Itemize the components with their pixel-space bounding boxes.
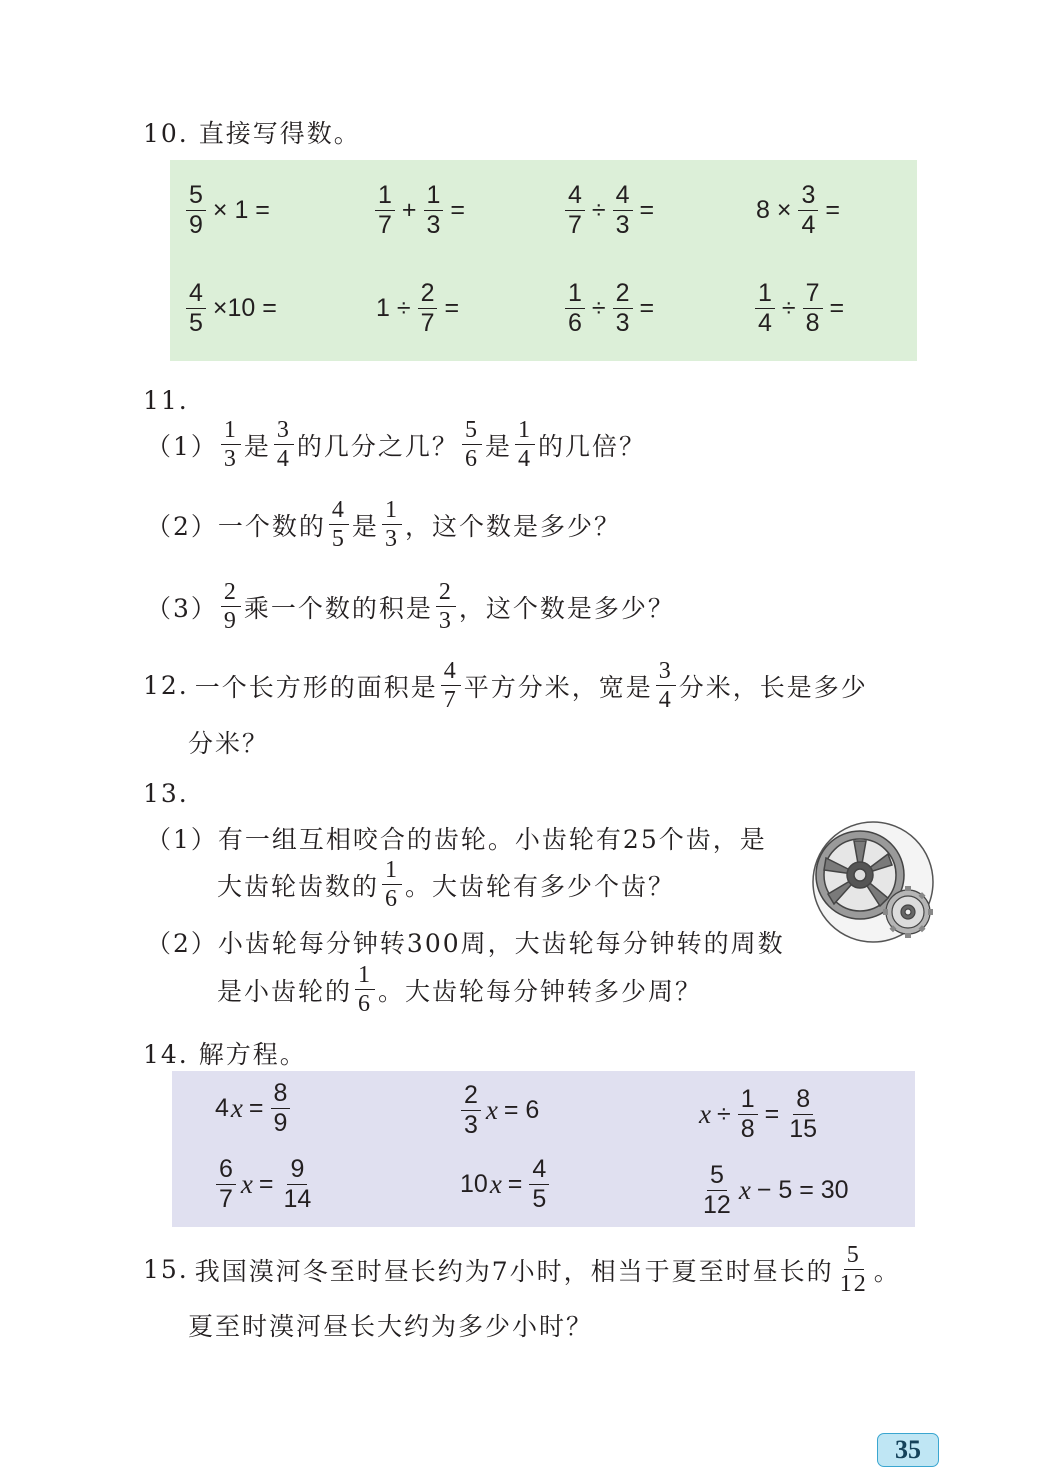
q14-eq4: $\frac{6}{7}$ x = $\frac{9}{14}$ (213, 1157, 317, 1212)
q13-part1-line1: （1）有一组互相咬合的齿轮。小齿轮有25个齿，是 (146, 825, 767, 854)
q10-title: 10. 直接写得数。 (143, 119, 361, 148)
q10-r1-b: $\frac{1}{7}$ + $\frac{1}{3}$ = (372, 183, 469, 238)
q10-r1-a: $\frac{5}{9}$ × 1 = (183, 183, 274, 238)
q11-title: 11. (143, 386, 189, 415)
q14-eq1: 4 x = $\frac{8}{9}$ (215, 1081, 293, 1136)
q14-eq2: $\frac{2}{3}$ x = 6 (458, 1083, 543, 1138)
q13-part2-line2: 是小齿轮的 $\frac{1}{6}$ 。大齿轮每分钟转多少周？ (217, 962, 703, 1017)
q12-line2: 分米？ (188, 729, 270, 758)
q11-part3: （3） $\frac{2}{9}$ 乘一个数的积是 $\frac{2}{3}$ ，这个数是多少？ (146, 579, 675, 634)
q15-line2: 夏至时漠河昼长大约为多少小时？ (188, 1312, 594, 1341)
q11-part1: （1） $\frac{1}{3}$ 是 $\frac{3}{4}$ 的几分之几？ $\frac{5}{6}$ 是 $\frac{1}{4}$ 的几倍？ (146, 417, 646, 472)
q14-eq3: x ÷ $\frac{1}{8}$ = $\frac{8}{15}$ (699, 1085, 818, 1143)
q10-r2-b: 1 ÷ $\frac{2}{7}$ = (376, 279, 460, 337)
q10-r1-d: 8 × $\frac{3}{4}$ = (756, 181, 840, 239)
q14-eq6: $\frac{5}{12}$ x − 5 = 30 (703, 1161, 849, 1219)
q11-part2: （2） 一个数的 $\frac{4}{5}$ 是 $\frac{1}{3}$ ，这个数是多少？ (146, 497, 621, 552)
q10-r1-c: $\frac{4}{7}$ ÷ $\frac{4}{3}$ = (562, 183, 658, 238)
q13-part1-line2: 大齿轮齿数的 $\frac{1}{6}$ 。大齿轮有多少个齿？ (217, 857, 676, 912)
gears-illustration-icon (808, 820, 938, 945)
q13-part2-line1: （2）小齿轮每分钟转300周，大齿轮每分钟转的周数 (146, 929, 785, 958)
q14-eq5: 10 x = $\frac{4}{5}$ (460, 1157, 552, 1212)
q12-line1: 12. 一个长方形的面积是 $\frac{4}{7}$ 平方分米，宽是 $\frac{3}{4}$ 分米，长是多少 (143, 658, 868, 713)
q15-line1: 15. 我国漠河冬至时昼长约为7小时，相当于夏至时昼长的 $\frac{5}{12}$ 。 (143, 1242, 901, 1297)
q10-r2-c: $\frac{1}{6}$ ÷ $\frac{2}{3}$ = (562, 281, 658, 336)
q13-title: 13. (143, 779, 189, 808)
q10-r2-d: $\frac{1}{4}$ ÷ $\frac{7}{8}$ = (752, 281, 848, 336)
page-number-badge: 35 (877, 1433, 939, 1467)
q14-title: 14. 解方程。 (143, 1040, 307, 1069)
q10-r2-a: $\frac{4}{5}$ ×10 = (183, 281, 281, 336)
